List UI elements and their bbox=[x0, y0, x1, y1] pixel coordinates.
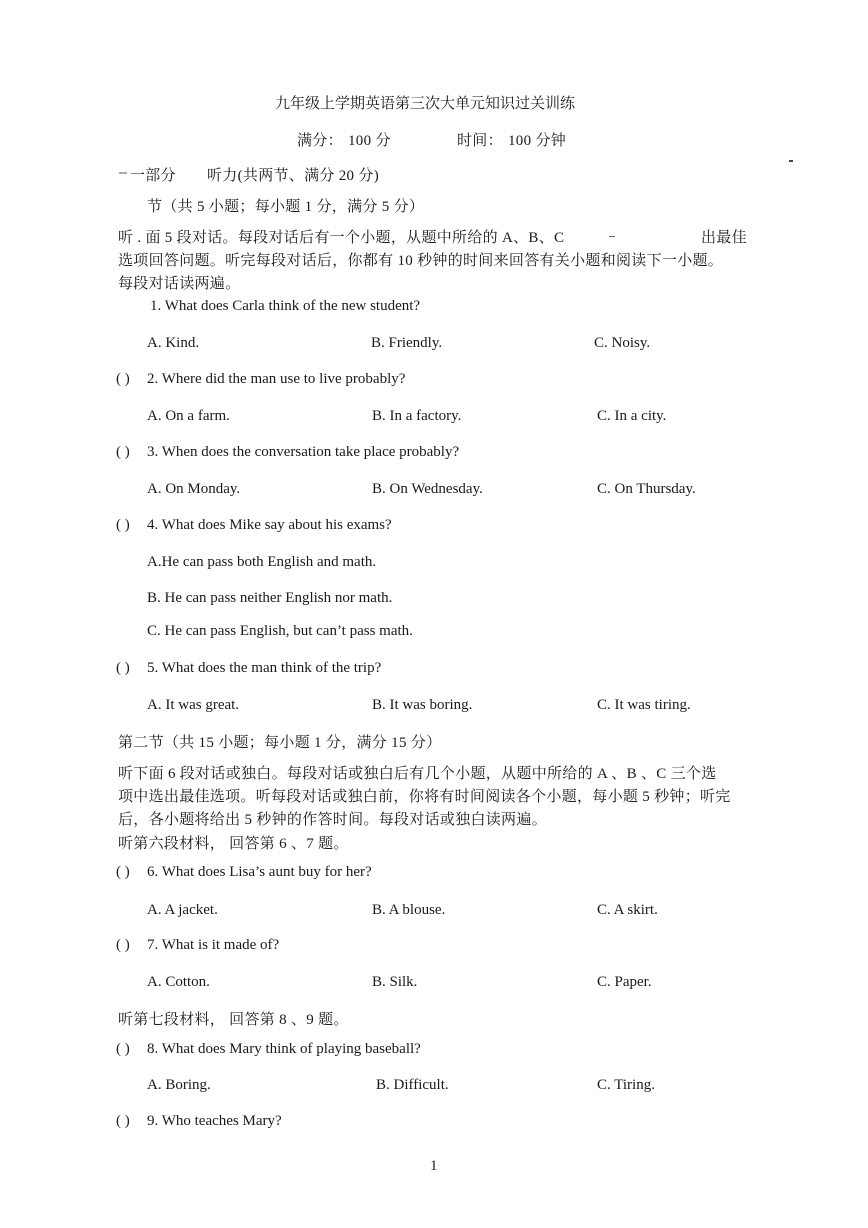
material-note: 听第七段材料， 回答第 8 、9 题。 bbox=[118, 1012, 349, 1028]
option-c: C. He can pass English, but can’t pass math. bbox=[147, 623, 413, 639]
option-b: B. Silk. bbox=[372, 974, 418, 990]
option-a: A. It was great. bbox=[147, 697, 240, 713]
question-text: 1. What does Carla think of the new student? bbox=[150, 298, 421, 314]
instruction-line: 项中选出最佳选项。听每段对话或独白前，你将有时间阅读各个小题，每小题 5 秒钟；听完 bbox=[118, 789, 731, 805]
part-number: 一部分 bbox=[130, 168, 176, 184]
full-score-label: 满分： bbox=[297, 133, 343, 149]
question-text: 5. What does the man think of the trip? bbox=[147, 660, 382, 676]
section-heading: 第二节（共 15 小题；每小题 1 分，满分 15 分） bbox=[118, 735, 442, 751]
option-c: C. Noisy. bbox=[594, 335, 651, 351]
question-text: 4. What does Mike say about his exams? bbox=[147, 517, 392, 533]
time-value: 100 分钟 bbox=[508, 133, 567, 149]
option-a: A. Boring. bbox=[147, 1077, 211, 1093]
option-c: C. In a city. bbox=[597, 408, 667, 424]
option-b: B. It was boring. bbox=[372, 697, 473, 713]
instruction-line: 每段对话读两遍。 bbox=[118, 276, 241, 292]
question-text: 9. Who teaches Mary? bbox=[147, 1113, 282, 1129]
instruction-line: 听 . 面 5 段对话。每段对话后有一个小题，从题中所给的 A、B、C bbox=[118, 230, 565, 246]
option-c: C. On Thursday. bbox=[597, 481, 696, 497]
section-note: 节（共 5 小题；每小题 1 分，满分 5 分） bbox=[147, 199, 425, 215]
answer-bracket[interactable]: ( ) bbox=[116, 864, 130, 880]
option-c: C. Paper. bbox=[597, 974, 652, 990]
option-a: A.He can pass both English and math. bbox=[147, 554, 377, 570]
instruction-line-tail: 出最佳 bbox=[701, 230, 747, 246]
option-b: B. On Wednesday. bbox=[372, 481, 483, 497]
scan-mark bbox=[119, 172, 127, 174]
answer-bracket[interactable]: ( ) bbox=[116, 444, 130, 460]
page-number: 1 bbox=[430, 1158, 438, 1174]
question-text: 3. When does the conversation take place probably? bbox=[147, 444, 460, 460]
full-score-value: 100 分 bbox=[348, 133, 391, 149]
scan-mark bbox=[609, 236, 615, 237]
answer-bracket[interactable]: ( ) bbox=[116, 1113, 130, 1129]
question-text: 6. What does Lisa’s aunt buy for her? bbox=[147, 864, 372, 880]
option-b: B. He can pass neither English nor math. bbox=[147, 590, 393, 606]
question-text: 2. Where did the man use to live probably? bbox=[147, 371, 406, 387]
material-note: 听第六段材料， 回答第 6 、7 题。 bbox=[118, 836, 349, 852]
answer-bracket[interactable]: ( ) bbox=[116, 371, 130, 387]
option-a: A. A jacket. bbox=[147, 902, 218, 918]
instruction-line: 选项回答问题。听完每段对话后，你都有 10 秒钟的时间来回答有关小题和阅读下一小题。 bbox=[118, 253, 724, 269]
instruction-line: 听下面 6 段对话或独白。每段对话或独白后有几个小题，从题中所给的 A 、B 、C 三个选 bbox=[118, 766, 717, 782]
answer-bracket[interactable]: ( ) bbox=[116, 517, 130, 533]
option-a: A. Kind. bbox=[147, 335, 200, 351]
exam-title: 九年级上学期英语第三次大单元知识过关训练 bbox=[275, 96, 576, 112]
option-b: B. In a factory. bbox=[372, 408, 462, 424]
option-c: C. Tiring. bbox=[597, 1077, 655, 1093]
instruction-line: 后，各小题将给出 5 秒钟的作答时间。每段对话或独白读两遍。 bbox=[118, 812, 548, 828]
option-a: A. On Monday. bbox=[147, 481, 241, 497]
option-b: B. Friendly. bbox=[371, 335, 443, 351]
answer-bracket[interactable]: ( ) bbox=[116, 1041, 130, 1057]
option-b: B. A blouse. bbox=[372, 902, 446, 918]
question-text: 7. What is it made of? bbox=[147, 937, 280, 953]
answer-bracket[interactable]: ( ) bbox=[116, 937, 130, 953]
answer-bracket[interactable]: ( ) bbox=[116, 660, 130, 676]
option-a: A. On a farm. bbox=[147, 408, 230, 424]
time-label: 时间： bbox=[457, 133, 503, 149]
option-c: C. A skirt. bbox=[597, 902, 658, 918]
question-text: 8. What does Mary think of playing baseball? bbox=[147, 1041, 421, 1057]
option-c: C. It was tiring. bbox=[597, 697, 691, 713]
scan-mark bbox=[789, 160, 793, 162]
part-heading: 听力(共两节、满分 20 分) bbox=[207, 168, 379, 184]
option-a: A. Cotton. bbox=[147, 974, 210, 990]
option-b: B. Difficult. bbox=[376, 1077, 449, 1093]
